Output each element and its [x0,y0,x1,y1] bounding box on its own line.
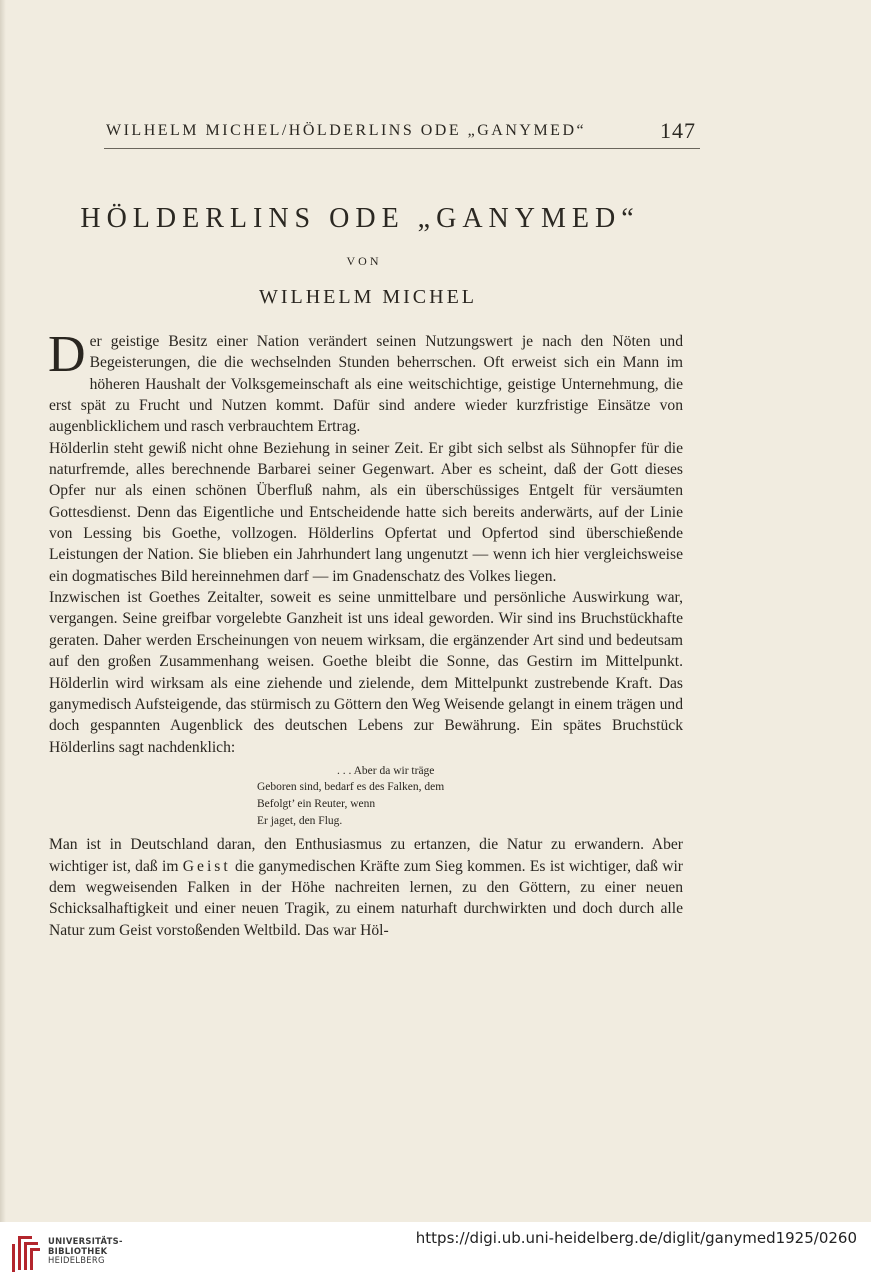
paragraph-1-text: er geistige Besitz einer Nation verändert seinen Nutzungswert je nach den Nöten und Begeisterungen, die die wechselnden Stunden beherrschen. Oft erweist sich ein Mann im höheren Haushalt der Volksgemeinschaft als eine weitschichtige, geistige Unternehmung, die erst spät zu Frucht und Nutzen kommt. Dafür sind andere wieder kurzfristige Einsätze von augenblicklichem und rasch verbrauchtem Ertrag. [49,333,683,436]
library-name [48,1237,123,1266]
paragraph-3: Inzwischen ist Goethes Zeitalter, soweit es seine unmittelbare und persönliche Auswirkung war, vergangen. Seine greifbar vorgelebte Ganzheit ist uns ideal geworden. Wir sind ins Bruchstückhafte geraten. Daher werden Erscheinungen von neuem wirksam, die ergänzender Art sind und bedeutsam auf den großen Zusammenhang weisen. Goethe bleibt die Sonne, das Gestirn im Mittelpunkt. Hölderlin wird wirksam als eine ziehende und zielende, dem Mittelpunkt zustrebende Kraft. Das ganymedisch Aufsteigende, das stürmisch zu Göttern den Weg Weisende gelangt in einem trägen und doch gespannten Augenblick des deutschen Lebens zur Bewährung. Ein spätes Bruchstück Hölderlins sagt nachdenklich: [49,589,683,756]
paragraph-4-start: Man ist in Deutschland daran, den Enthusiasmus zu ertanzen, die Natur zu erwandern. Aber wichtiger ist, daß im [49,836,683,875]
byline-von: VON [346,254,382,268]
library-line-3: HEIDELBERG [48,1255,105,1265]
article-title: HÖLDERLINS ODE „GANYMED“ [80,203,640,234]
verse-quote [257,758,683,834]
library-line-1: UNIVERSITÄTS- [48,1236,123,1246]
running-header [106,118,696,143]
spaced-word: Geist [182,857,231,875]
verse-line: Befolgt’ ein Reuter, wenn [257,798,376,811]
paragraph-2: Hölderlin steht gewiß nicht ohne Beziehung in seiner Zeit. Er gibt sich selbst als Sühnopfer für die naturfremde, alles berechnende Barbarei seiner Gegenwart. Aber es scheint, daß der Gott dieses Opfer nur als einen schönen Überfluß nahm, als ein überschüssiges Entgelt für versäumten Gottesdienst. Denn das Eigentliche und Entscheidende hatte sich bereits anderwärts, auf der Linie von Lessing bis Goethe, vollzogen. Hölderlins Opfertat und Opfertod sind überschießende Leistungen der Nation. Sie blieben ein Jahrhundert lang ungenutzt — wenn ich hier vergleichsweise ein dogmatisches Bild hereinnehmen darf — im Gnadenschatz des Volkes liegen. [49,439,683,585]
page-url-link[interactable]: https://digi.ub.uni-heidelberg.de/diglit/ganymed1925/0260 [415,1229,857,1247]
header-rule [104,148,700,149]
page-spine-shadow [0,0,6,1222]
library-line-2: BIBLIOTHEK [48,1245,108,1256]
drop-cap: D [48,326,86,383]
verse-line: . . . Aber da wir träge [337,764,435,777]
article-body [48,326,683,941]
verse-line: Geboren sind, bedarf es des Falken, dem [257,781,445,794]
paragraph-4-end: die ganymedischen Kräfte zum Sieg kommen. Es ist wichtiger, daß wir dem wegweisenden Falken in der Höhe nachreiten lernen, zu den Göttern, zu einer neuen Schicksalhaftigkeit und einer neuen Tragik, zu einem naturhaft durchwirkten und doch durch alle Natur zum Geist vorstoßenden Weltbild. Das war Höl- [49,857,683,939]
paragraph-1 [48,326,683,438]
verse-line: Er jaget, den Flug. [257,814,343,827]
running-title: WILHELM MICHEL/HÖLDERLINS ODE „GANYMED“ [106,122,587,139]
author-name: WILHELM MICHEL [258,286,478,308]
paragraph-4 [49,834,683,941]
page-number: 147 [660,118,696,143]
library-logo-icon[interactable] [10,1230,44,1278]
